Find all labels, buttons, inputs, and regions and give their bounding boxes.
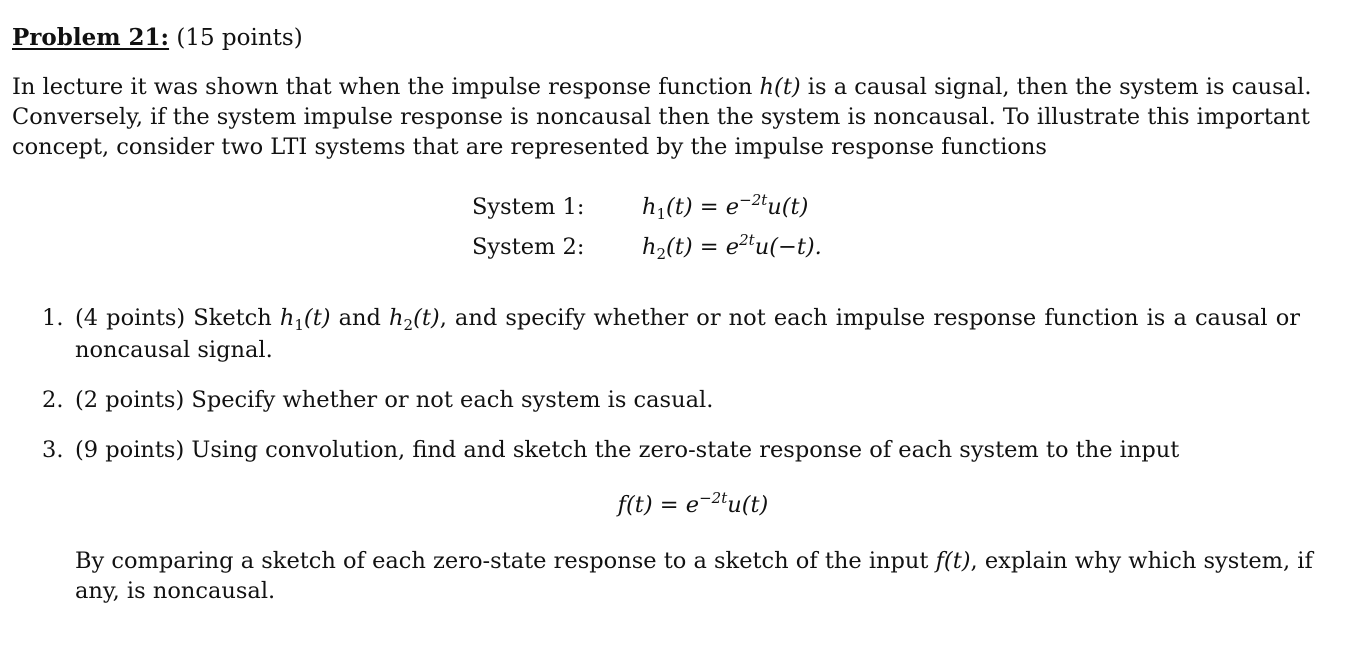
eq-part: h (389, 305, 404, 331)
eq-part: u(t) (767, 194, 809, 220)
system-name: System 2: (472, 234, 585, 260)
intro-text: is a causal signal, then the system is causal. (800, 74, 1312, 100)
intro-paragraph (12, 72, 1312, 162)
eq-part: u(−t). (754, 234, 822, 260)
closing-text: , explain why which system, if (970, 548, 1313, 574)
systems-equations (472, 188, 822, 268)
item-number: 1. (42, 305, 64, 331)
closing-line-2: any, is noncausal. (75, 578, 276, 604)
item-text-line (75, 303, 1300, 335)
item-text: and (330, 305, 390, 331)
item-text: (4 points) Sketch (75, 305, 280, 331)
eq-subscript: 1 (294, 316, 304, 334)
system-equation (642, 228, 822, 268)
closing-paragraph (75, 546, 1313, 606)
problem-label: Problem 21: (12, 24, 170, 51)
math-h-of-t: h(t) (759, 74, 801, 100)
item-text-line: (2 points) Specify whether or not each system is casual. (75, 387, 714, 413)
intro-line-2: Conversely, if the system impulse response is noncausal then the system is noncausal. To illustrate this important (12, 104, 1310, 130)
intro-text: In lecture it was shown that when the impulse response function (12, 74, 760, 100)
system-name: System 1: (472, 194, 585, 220)
eq-exponent: −2t (699, 489, 728, 507)
closing-text: By comparing a sketch of each zero-state response to a sketch of the input (75, 548, 936, 574)
item-number: 3. (42, 437, 64, 463)
item-text: , and specify whether or not each impulse response function is a causal or (439, 305, 1300, 331)
input-equation (0, 488, 1346, 524)
eq-part: u(t) (727, 492, 769, 518)
eq-part: (t) (303, 305, 331, 331)
problem-points: (15 points) (176, 25, 303, 51)
intro-line-1 (12, 72, 1312, 102)
problem-parts-list (42, 303, 1300, 465)
problem-header (12, 22, 303, 54)
intro-line-3: concept, consider two LTI systems that are represented by the impulse response functions (12, 134, 1047, 160)
item-number: 2. (42, 387, 64, 413)
eq-part: h (642, 234, 657, 260)
list-item (42, 385, 1300, 415)
closing-line-1 (75, 546, 1313, 576)
system-row (472, 228, 822, 268)
eq-part: (t) = e (666, 194, 740, 220)
system-row (472, 188, 822, 228)
eq-subscript: 1 (656, 205, 667, 223)
eq-part: (t) (413, 305, 440, 331)
eq-exponent: −2t (739, 191, 768, 209)
eq-part: (t) = e (666, 234, 740, 260)
item-text-line: noncausal signal. (75, 337, 273, 363)
eq-subscript: 2 (656, 245, 667, 263)
math-f-of-t: f(t) (935, 548, 971, 574)
eq-part: h (642, 194, 657, 220)
system-equation (642, 188, 808, 228)
eq-part: h (279, 305, 295, 331)
eq-part: f(t) = e (617, 492, 700, 518)
list-item (42, 435, 1300, 465)
list-item (42, 303, 1300, 365)
item-text-line: (9 points) Using convolution, find and sketch the zero-state response of each system to the input (75, 437, 1180, 463)
eq-subscript: 2 (403, 316, 414, 334)
eq-exponent: 2t (739, 231, 755, 249)
